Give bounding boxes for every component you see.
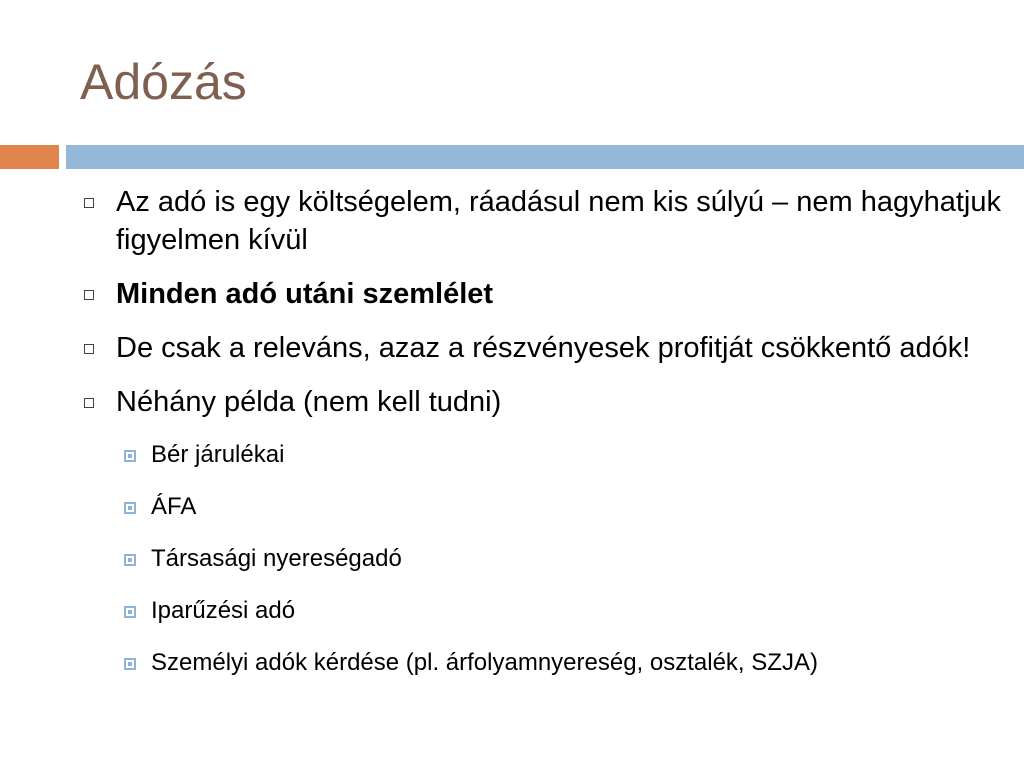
square-bullet-icon bbox=[84, 290, 94, 300]
sub-bullet-item bbox=[120, 647, 1010, 679]
title-accent-bar bbox=[0, 145, 59, 169]
slide-content bbox=[80, 183, 1010, 699]
sub-bullet-text: ÁFA bbox=[151, 493, 197, 520]
sub-bullet-text: Társasági nyereségadó bbox=[151, 545, 402, 572]
bullet-item bbox=[80, 275, 1010, 313]
filled-square-bullet-icon bbox=[124, 450, 136, 462]
slide-title: Adózás bbox=[80, 54, 247, 110]
sub-bullet-text: Bér járulékai bbox=[151, 441, 285, 468]
filled-square-bullet-icon bbox=[124, 606, 136, 618]
sub-bullet-item bbox=[120, 595, 1010, 627]
square-bullet-icon bbox=[84, 344, 94, 354]
square-bullet-icon bbox=[84, 398, 94, 408]
filled-square-bullet-icon bbox=[124, 554, 136, 566]
bullet-item bbox=[80, 383, 1010, 421]
bullet-text: Néhány példa (nem kell tudni) bbox=[116, 386, 502, 418]
bullet-text: De csak a releváns, azaz a részvényesek profitját csökkentő adók! bbox=[116, 332, 971, 364]
sub-bullet-item bbox=[120, 439, 1010, 471]
bullet-text: Minden adó utáni szemlélet bbox=[116, 278, 494, 310]
bullet-item bbox=[80, 183, 1010, 259]
sub-bullet-item bbox=[120, 491, 1010, 523]
square-bullet-icon bbox=[84, 198, 94, 208]
sub-bullet-item bbox=[120, 543, 1010, 575]
sub-bullet-text: Személyi adók kérdése (pl. árfolyamnyereség, osztalék, SZJA) bbox=[151, 649, 818, 676]
bullet-item bbox=[80, 329, 1010, 367]
filled-square-bullet-icon bbox=[124, 658, 136, 670]
title-divider-bar bbox=[66, 145, 1024, 169]
filled-square-bullet-icon bbox=[124, 502, 136, 514]
bullet-text: Az adó is egy költségelem, ráadásul nem kis súlyú – nem hagyhatjuk figyelmen kívül bbox=[116, 186, 1001, 256]
sub-bullet-text: Iparűzési adó bbox=[151, 597, 296, 624]
